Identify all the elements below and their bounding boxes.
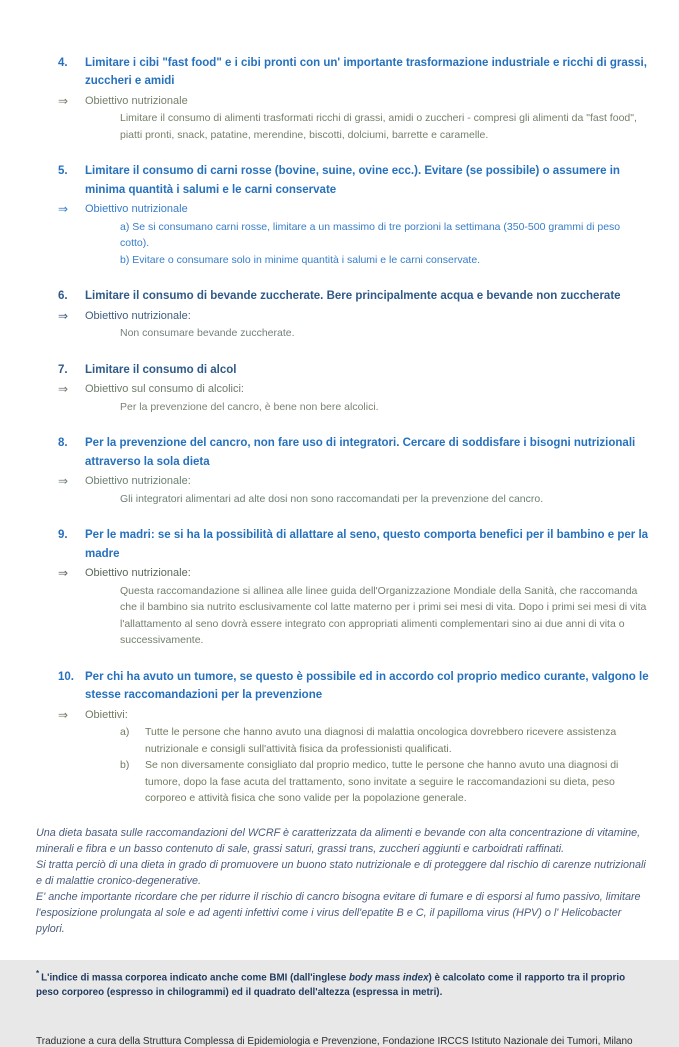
recommendation-item-5	[58, 162, 649, 268]
double-arrow-icon: ⇒	[58, 474, 69, 489]
item-body-paragraph: Per la prevenzione del cancro, è bene non bere alcolici.	[120, 400, 379, 413]
footnote-text-after: ) è calcolato come il rapporto tra il proprio peso corporeo (espresso in chilogrammi) ed il quadrato dell'altezza (espressa in metri).	[36, 972, 626, 999]
item-body-paragraph: a) Se si consumano carni rosse, limitare a un massimo di tre porzioni la settimana (350-500 grammi di peso cotto).	[120, 220, 621, 250]
item-number: 5.	[58, 165, 68, 178]
footnote-text-before: L'indice di massa corporea indicato anche come BMI (dall'inglese	[41, 972, 350, 984]
item-body-paragraph: Tutte le persone che hanno avuto una diagnosi di malattia oncologica dovrebbero ricevere assistenza nutrizionale e consigli sull'attività fisica da professionisti qualificati.	[145, 726, 617, 755]
closing-summary	[36, 826, 649, 938]
item-body-paragraph: Gli integratori alimentari ad alte dosi non sono raccomandati per la prevenzione del cancro.	[120, 492, 544, 505]
item-body-paragraph: Se non diversamente consigliato dal proprio medico, tutte le persone che hanno avuto una diagnosi di tumore, dopo la fase acuta del trattamento, sono invitate a seguire le raccomandazioni su dieta, peso corporeo e attività fisica che sono valide per la popolazione generale.	[145, 759, 619, 805]
recommendation-list	[36, 54, 649, 807]
item-body-paragraph: Questa raccomandazione si allinea alle linee guida dell'Organizzazione Mondiale della Sanità, che raccomanda che il bambino sia nutrito esclusivamente col latte materno per i primi sei mesi di vita. Dopo i primi sei mesi di vita l'allattamento al seno dovrà essere integrato con appropriati alimenti complementari sino ai due anni di vita o successivamente.	[120, 584, 647, 647]
item-body-paragraph: b) Evitare o consumare solo in minime quantità i salumi e le carni conservate.	[120, 253, 481, 266]
double-arrow-icon: ⇒	[58, 382, 69, 397]
recommendation-item-6	[58, 287, 649, 341]
sub-item-b	[120, 757, 649, 807]
closing-paragraph: Una dieta basata sulle raccomandazioni del WCRF è caratterizzata da alimenti e bevande con alta concentrazione di vitamine, minerali e fibra e un basso contenuto di sale, grassi saturi, grassi trans, zuccheri aggiunti e carboidrati raffinati.	[36, 827, 641, 855]
item-number: 6.	[58, 290, 68, 303]
double-arrow-icon: ⇒	[58, 308, 69, 323]
objective-label: Obiettivo nutrizionale	[85, 94, 188, 107]
item-heading: Limitare il consumo di bevande zuccherate. Bere principalmente acqua e bevande non zuccherate	[85, 290, 621, 303]
sub-item-marker: b)	[120, 759, 130, 772]
double-arrow-icon: ⇒	[58, 202, 69, 217]
double-arrow-icon: ⇒	[58, 93, 69, 108]
closing-paragraph: E' anche importante ricordare che per ridurre il rischio di cancro bisogna evitare di fumare e di esporsi al fumo passivo, limitare l'esposizione prolungata al sole e ad agenti infettivi come i virus dell'epatite B e C, il papilloma virus (HPV) o l' Helicobacter pylori.	[36, 890, 641, 935]
objective-label: Obiettivo nutrizionale:	[85, 567, 191, 580]
item-body-paragraph: Non consumare bevande zuccherate.	[120, 327, 295, 340]
recommendation-item-9	[58, 526, 649, 649]
objective-label: Obiettivo nutrizionale:	[85, 475, 191, 488]
item-body-paragraph: Limitare il consumo di alimenti trasformati ricchi di grassi, amidi o zuccheri - compresi gli alimenti da "fast food", piatti pronti, snack, patatine, merendine, biscotti, dolciumi, barrette e caramelle.	[120, 112, 637, 141]
objective-label: Obiettivo sul consumo di alcolici:	[85, 383, 244, 396]
closing-paragraph: Si tratta perciò di una dieta in grado di promuovere un buono stato nutrizionale e di proteggere dal rischio di carenze nutrizionali e di malattie cronico-degenerative.	[36, 858, 646, 887]
item-number: 7.	[58, 363, 68, 376]
item-number: 10.	[58, 670, 74, 683]
recommendation-item-7	[58, 361, 649, 415]
footnote-asterisk: *	[36, 968, 40, 978]
recommendation-item-8	[58, 434, 649, 507]
item-number: 4.	[58, 57, 68, 69]
item-number: 9.	[58, 529, 68, 542]
item-heading: Limitare i cibi "fast food" e i cibi pronti con un' importante trasformazione industriale e ricchi di grassi, zuccheri e amidi	[85, 57, 647, 88]
item-heading: Per chi ha avuto un tumore, se questo è possibile ed in accordo col proprio medico curante, valgono le stesse raccomandazioni per la prevenzione	[85, 670, 649, 702]
translation-credit: Traduzione a cura della Struttura Complessa di Epidemiologia e Prevenzione, Fondazione IRCCS Istituto Nazionale dei Tumori, Milano	[36, 1036, 633, 1047]
recommendation-item-10	[58, 668, 649, 807]
bmi-footnote	[36, 968, 649, 1001]
item-heading: Per le madri: se si ha la possibilità di allattare al seno, questo comporta benefici per il bambino e per la madre	[85, 529, 649, 560]
item-heading: Limitare il consumo di carni rosse (bovine, suine, ovine ecc.). Evitare (se possibile) o assumere in minima quantità i salumi e le carni conservate	[85, 165, 620, 196]
item-heading: Limitare il consumo di alcol	[85, 363, 237, 376]
recommendation-item-4	[58, 54, 649, 143]
item-heading: Per la prevenzione del cancro, non fare uso di integratori. Cercare di soddisfare i bisogni nutrizionali attraverso la sola dieta	[85, 437, 636, 468]
objective-label: Obiettivo nutrizionale	[85, 203, 188, 216]
objective-label: Obiettivi:	[85, 708, 128, 721]
double-arrow-icon: ⇒	[58, 707, 69, 722]
sub-item-marker: a)	[120, 726, 130, 739]
item-number: 8.	[58, 437, 68, 450]
double-arrow-icon: ⇒	[58, 566, 69, 581]
footnote-italic-term: body mass index	[349, 972, 429, 984]
sub-item-a	[120, 724, 649, 757]
objective-label: Obiettivo nutrizionale:	[85, 309, 191, 322]
